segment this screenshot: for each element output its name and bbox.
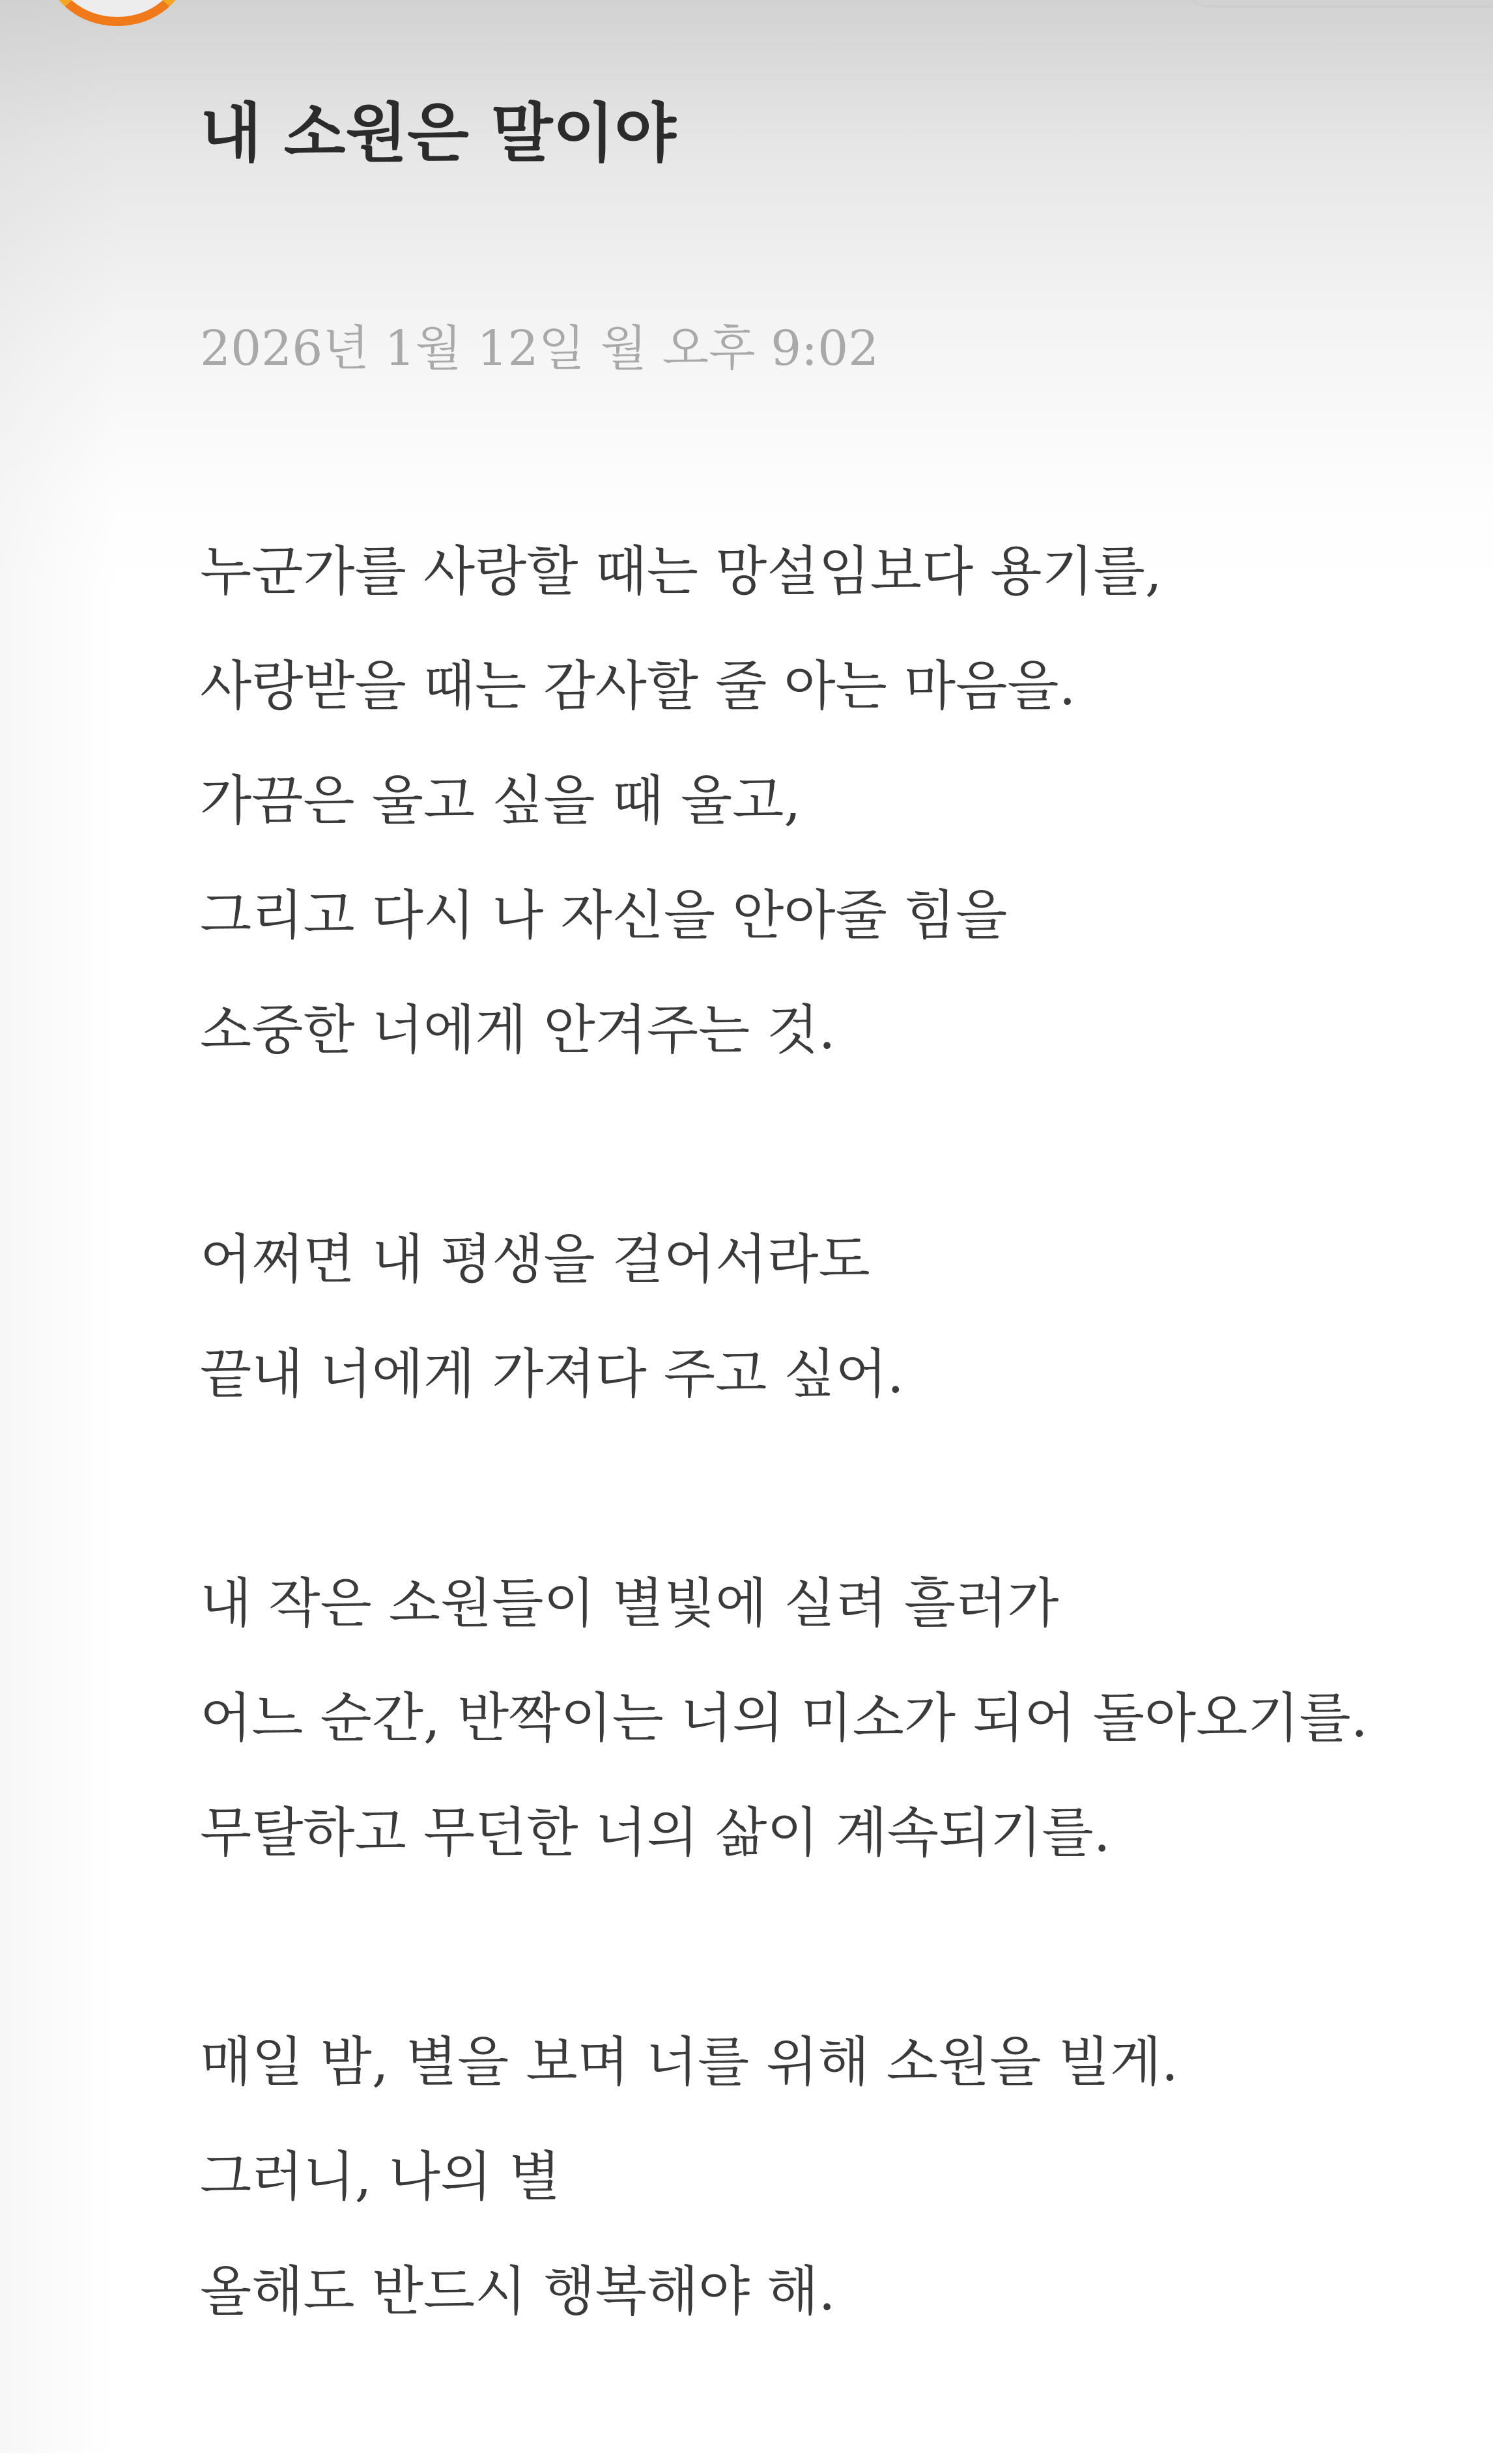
poem-line: 어느 순간, 반짝이는 너의 미소가 되어 돌아오기를.	[200, 1687, 1368, 1749]
left-margin-shade	[0, 0, 117, 2453]
post-title: 내 소원은 말이야	[200, 96, 676, 171]
top-header-bar	[0, 0, 1493, 20]
poem-line: 올해도 반드시 행복해야 해.	[200, 2261, 836, 2323]
poem-stanza	[200, 515, 1477, 1088]
poem-line: 누군가를 사랑할 때는 망설임보다 용기를,	[200, 541, 1162, 603]
poem-line: 어쩌면 내 평생을 걸어서라도	[200, 1229, 870, 1291]
poem-stanza	[200, 1203, 1477, 1432]
poem-line: 가끔은 울고 싶을 때 울고,	[200, 770, 801, 832]
poem-line: 무탈하고 무던한 너의 삶이 계속되기를.	[200, 1802, 1111, 1864]
poem-line: 끝내 너에게 가져다 주고 싶어.	[200, 1343, 904, 1405]
poem-stanza	[200, 2005, 1477, 2349]
poem-stanza	[200, 1547, 1477, 1891]
poem-line: 내 작은 소원들이 별빛에 실려 흘러가	[200, 1573, 1059, 1635]
post-body	[200, 515, 1477, 2464]
poem-line: 소중한 너에게 안겨주는 것.	[200, 999, 836, 1061]
poem-line: 매일 밤, 별을 보며 너를 위해 소원을 빌게.	[200, 2031, 1178, 2093]
poem-line: 그러니, 나의 별	[200, 2146, 561, 2208]
post-date: 2026년 1월 12일 월 오후 9:02	[200, 321, 879, 377]
poem-line: 그리고 다시 나 자신을 안아줄 힘을	[200, 885, 1008, 947]
header-action-button[interactable]	[1180, 0, 1493, 8]
poem-line: 사랑받을 때는 감사할 줄 아는 마음을.	[200, 655, 1076, 717]
